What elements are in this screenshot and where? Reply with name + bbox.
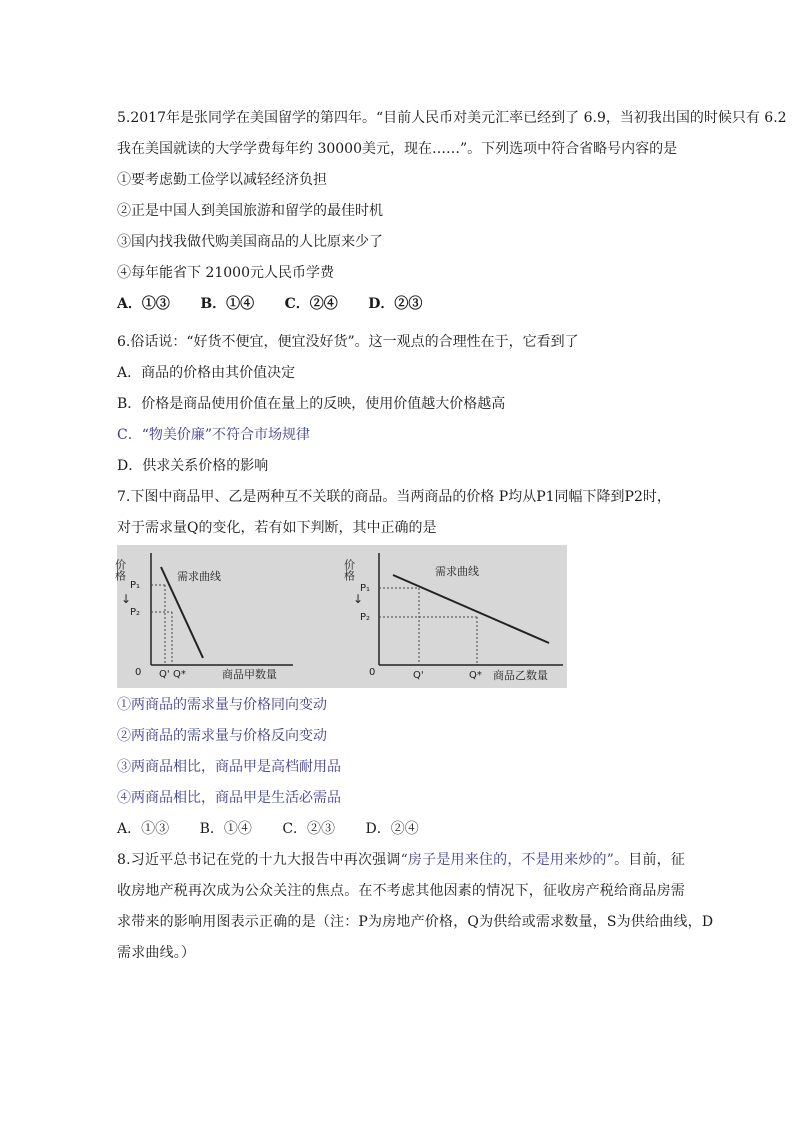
q7-option-c: C．②③ [282, 821, 336, 837]
left-x-label: 商品甲数量 [222, 668, 277, 681]
left-curve-label: 需求曲线 [177, 570, 221, 583]
q7-option-d: D．②④ [365, 821, 419, 837]
right-p1-label: P₁ [360, 583, 371, 594]
q8-stem-line3: 求带来的影响用图表示正确的是（注：P为房地产价格，Q为供给或需求数量，S为供给曲线，D [117, 914, 714, 930]
q7-item-4: ④两商品相比，商品甲是生活必需品 [117, 790, 341, 806]
q7-stem-line2: 对于需求量Q的变化，若有如下判断，其中正确的是 [117, 520, 437, 536]
left-q2-label: Q* [173, 669, 186, 680]
q5-item-3: ③国内找我做代购美国商品的人比原来少了 [117, 234, 383, 250]
chart-left [114, 553, 294, 681]
q5-option-a: A．①③ [117, 296, 170, 312]
q5-item-1: ①要考虑勤工俭学以减轻经济负担 [117, 172, 327, 188]
q8-stem-line1 [117, 850, 685, 870]
left-p2-label: P₂ [130, 607, 141, 618]
q7-options [117, 819, 445, 839]
right-origin-label: 0 [369, 667, 376, 678]
right-q2-label: Q* [469, 670, 482, 681]
q7-item-1: ①两商品的需求量与价格同向变动 [117, 697, 327, 713]
q7-option-b: B．①④ [199, 821, 252, 837]
q5-item-4: ④每年能省下 21000元人民币学费 [117, 265, 334, 281]
q8-line1-prefix: 8.习近平总书记在党的十九大报告中再次强调 [117, 852, 401, 868]
left-p1-label: P₁ [130, 580, 141, 591]
q7-stem-line1: 7.下图中商品甲、乙是两种互不关联的商品。当两商品的价格 P均从P1同幅下降到P2时， [117, 489, 671, 505]
q5-options [117, 294, 448, 314]
q6-option-c: C．“物美价廉”不符合市场规律 [117, 427, 311, 443]
q8-stem-line2: 收房地产税再次成为公众关注的焦点。在不考虑其他因素的情况下，征收房产税给商品房需 [117, 883, 685, 899]
right-y-label: 价格 [342, 559, 356, 581]
right-p2-label: P₂ [360, 612, 371, 623]
left-origin-label: 0 [135, 667, 142, 678]
q6-option-a: A．商品的价格由其价值决定 [117, 365, 296, 381]
chart-right [343, 553, 564, 682]
q8-stem-line4: 需求曲线。） [117, 945, 196, 961]
left-down-arrow: ↓ [121, 592, 132, 606]
right-curve-label: 需求曲线 [435, 565, 479, 578]
q5-stem-line1: 5.2017年是张同学在美国留学的第四年。“目前人民币对美元汇率已经到了 6.9，当初我出国的时候只有 6.2 [117, 110, 787, 126]
q6-stem: 6.俗话说：“好货不便宜，便宜没好货”。这一观点的合理性在于，它看到了 [117, 334, 579, 350]
q5-stem-line2: 我在美国就读的大学学费每年约 30000美元，现在……”。下列选项中符合省略号内容的是 [117, 141, 678, 157]
q5-option-b: B．①④ [200, 296, 255, 312]
right-demand-curve [393, 575, 549, 643]
right-x-label: 商品乙数量 [493, 669, 548, 682]
left-y-label: 价格 [113, 559, 127, 581]
q6-option-b: B．价格是商品使用价值在量上的反映，使用价值越大价格越高 [117, 396, 506, 412]
q7-option-a: A．①③ [117, 821, 170, 837]
q7-item-2: ②两商品的需求量与价格反向变动 [117, 728, 327, 744]
q5-option-d: D．②③ [368, 296, 423, 312]
right-down-arrow: ↓ [353, 592, 364, 606]
q7-demand-charts-figure [113, 545, 567, 688]
q7-item-3: ③两商品相比，商品甲是高档耐用品 [117, 759, 341, 775]
q5-option-c: C．②④ [284, 296, 338, 312]
q5-item-2: ②正是中国人到美国旅游和留学的最佳时机 [117, 203, 383, 219]
q8-quote: “房子是用来住的，不是用来炒的” [400, 852, 615, 868]
left-q1-label: Q' [159, 669, 170, 680]
right-q1-label: Q' [413, 670, 424, 681]
q8-line1-suffix: 。目前，征 [614, 852, 686, 868]
q6-option-d: D．供求关系价格的影响 [117, 458, 269, 474]
q7-charts-svg [113, 545, 567, 688]
